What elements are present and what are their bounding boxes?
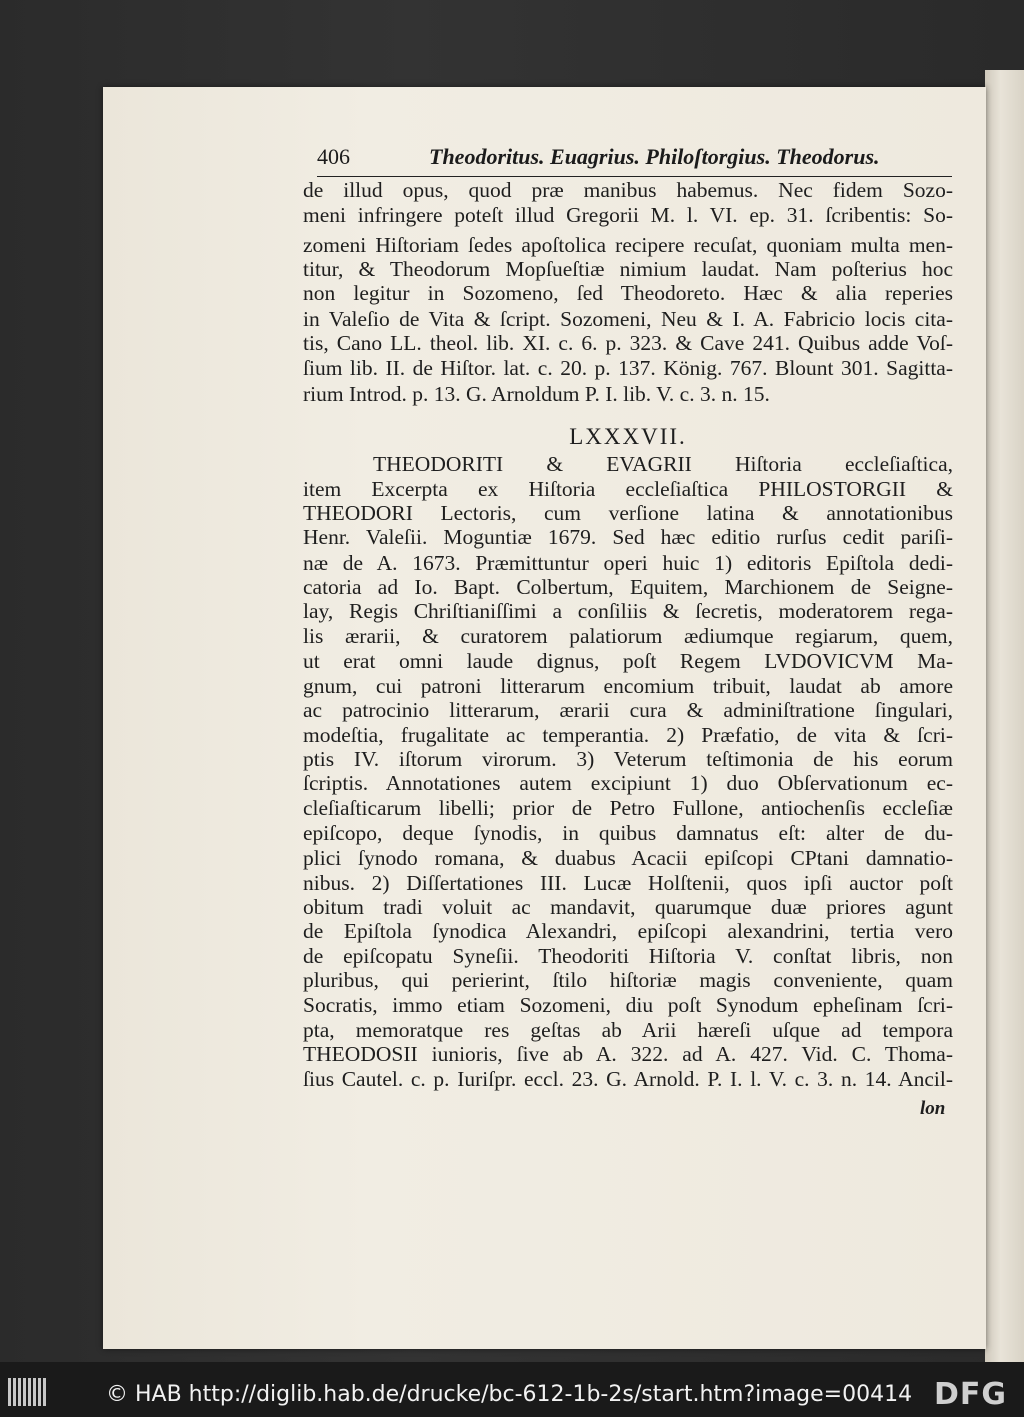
text-line: obitum tradi voluit ac mandavit, quarumque duæ priores agunt <box>303 895 953 919</box>
text-line: catoria ad Io. Bapt. Colbertum, Equitem, Marchionem de Seigne- <box>303 575 953 599</box>
catchword: lon <box>920 1098 946 1119</box>
text-line: plici ſynodo romana, & duabus Acacii epiſcopi CPtani damnatio- <box>303 846 953 870</box>
text-line: ptis IV. iſtorum virorum. 3) Veterum teſtimonia de his eorum <box>303 747 953 771</box>
text-line: THEODOSII iunioris, ſive ab A. 322. ad A. 427. Vid. C. Thoma- <box>303 1042 953 1066</box>
text-line: zomeni Hiſtoriam ſedes apoſtolica recipere recuſat, quoniam multa men- <box>303 233 953 257</box>
text-line: de illud opus, quod præ manibus habemus. Nec fidem Sozo- <box>303 178 953 202</box>
text-line: gnum, cui patroni litterarum encomium tribuit, laudat ab amore <box>303 674 953 698</box>
text-line: THEODORITI & EVAGRII Hiſtoria eccleſiaſtica, <box>373 452 953 476</box>
text-line: non legitur in Sozomeno, ſed Theodoreto. Hæc & alia reperies <box>303 281 953 305</box>
text-line: nibus. 2) Diſſertationes III. Lucæ Holſtenii, quos ipſi auctor poſt <box>303 871 953 895</box>
dfg-logo: DFG <box>934 1377 1008 1412</box>
text-line: tis, Cano LL. theol. lib. XI. c. 6. p. 323. & Cave 241. Quibus adde Voſ- <box>303 331 953 355</box>
running-title: Theodoritus. Euagrius. Philoſtorgius. Theodorus. <box>429 144 880 169</box>
text-line: ac patrocinio litterarum, ærarii cura & adminiſtratione ſingulari, <box>303 698 953 722</box>
text-line: THEODORI Lectoris, cum verſione latina & annotationibus <box>303 501 953 525</box>
text-line: rium Introd. p. 13. G. Arnoldum P. I. lib. V. c. 3. n. 15. <box>303 382 770 406</box>
text-line: cleſiaſticarum libelli; prior de Petro Fullone, antiochenſis eccleſiæ <box>303 796 953 820</box>
text-line: titur, & Theodorum Mopſueſtiæ nimium laudat. Nam poſterius hoc <box>303 257 953 281</box>
text-line: de Epiſtola ſynodica Alexandri, epiſcopi alexandrini, tertia vero <box>303 919 953 943</box>
text-line: epiſcopo, deque ſynodis, in quibus damnatus eſt: alter de du- <box>303 821 953 845</box>
text-line: pta, memoratque res geſtas ab Arii hæreſi uſque ad tempora <box>303 1018 953 1042</box>
text-line: in Valeſio de Vita & ſcript. Sozomeni, Neu & I. A. Fabricio locis cita- <box>303 307 953 331</box>
text-line: pluribus, qui perierint, ſtilo hiſtoriæ magis conveniente, quam <box>303 968 953 992</box>
footer-url[interactable]: © HAB http://diglib.hab.de/drucke/bc-612-1b-2s/start.htm?image=00414 <box>106 1382 913 1407</box>
text-line: næ de A. 1673. Præmittuntur operi huic 1) editoris Epiſtola dedi- <box>303 551 953 575</box>
page-number: 406 <box>317 144 350 169</box>
text-line: ſcriptis. Annotationes autem excipiunt 1) duo Obſervationum ec- <box>303 771 953 795</box>
text-line: meni infringere poteſt illud Gregorii M. l. VI. ep. 31. ſcribentis: So- <box>303 203 953 227</box>
text-line: ut erat omni laude dignus, poſt Regem LVDOVICVM Ma- <box>303 649 953 673</box>
text-line: item Excerpta ex Hiſtoria eccleſiaſtica PHILOSTORGII & <box>303 477 953 501</box>
barcode-icon <box>8 1378 46 1406</box>
text-line: de epiſcopatu Syneſii. Theodoriti Hiſtoria V. conſtat libris, non <box>303 944 953 968</box>
text-line: modeſtia, frugalitate ac temperantia. 2) Præfatio, de vita & ſcri- <box>303 723 953 747</box>
next-page-edge <box>985 70 1024 1362</box>
text-line: Henr. Valeſii. Moguntiæ 1679. Sed hæc editio rurſus cedit pariſi- <box>303 525 953 549</box>
text-line: ſius Cautel. c. p. Iuriſpr. eccl. 23. G. Arnold. P. I. l. V. c. 3. n. 14. Ancil- <box>303 1067 953 1091</box>
text-line: ſium lib. II. de Hiſtor. lat. c. 20. p. 137. König. 767. Blount 301. Sagitta- <box>303 356 953 380</box>
text-line: lis ærarii, & curatorem palatiorum ædiumque regiarum, quem, <box>303 624 953 648</box>
section-number: LXXXVII. <box>569 424 687 449</box>
text-line: lay, Regis Chriſtianiſſimi a conſiliis & ſecretis, moderatorem rega- <box>303 599 953 623</box>
running-head <box>317 140 952 177</box>
text-line: Socratis, immo etiam Sozomeni, diu poſt Synodum epheſinam ſcri- <box>303 993 953 1017</box>
